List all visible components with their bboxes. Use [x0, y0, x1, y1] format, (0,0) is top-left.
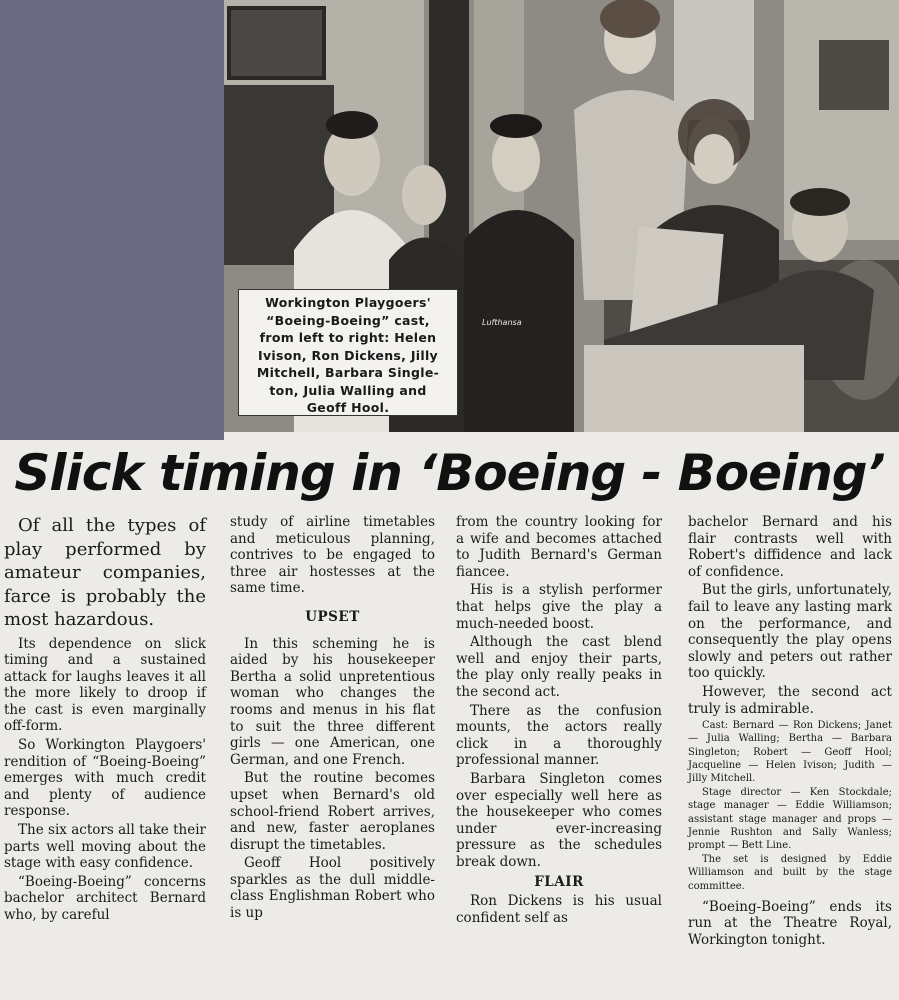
lufthansa-badge-text: Lufthansa — [482, 318, 522, 327]
paragraph: Its dependence on slick timing and a sustained attack for laughs leaves it all the more likely to droop if the cast is even marginally off-form. — [4, 635, 206, 735]
article-column-1 — [4, 514, 206, 926]
article-headline: Slick timing in ‘Boeing - Boeing’ — [14, 444, 885, 502]
photo-caption — [238, 289, 458, 416]
paragraph: There as the confusion mounts, the actors really click in a thoroughly professional manner. — [456, 702, 662, 769]
caption-line: Mitchell, Barbara Single- — [256, 365, 440, 380]
article-column-2 — [230, 514, 435, 924]
paragraph: Ron Dickens is his usual confident self as — [456, 893, 662, 926]
paragraph: But the girls, unfortunately, fail to leave any lasting mark on the performance, and consequently the play opens slowly and peters out rather too quickly. — [688, 582, 892, 682]
subheading-flair: FLAIR — [534, 874, 584, 891]
paragraph: study of airline timetables and meticulous planning, contrives to be engaged to three air hostesses at the same time. — [230, 514, 435, 597]
article-column-3 — [456, 514, 662, 928]
caption-line: “Boeing-Boeing” cast, — [266, 312, 430, 328]
paragraph: Barbara Singleton comes over especially well here as the housekeeper who comes under ever-increasing pressure as the schedules break down. — [456, 770, 662, 870]
paragraph: from the country looking for a wife and becomes attached to Judith Bernard's German fiancee. — [456, 514, 662, 580]
caption-line: Workington Playgoers' — [265, 295, 431, 310]
caption-line: Geoff Hool. — [306, 400, 390, 415]
paragraph: “Boeing-Boeing” concerns bachelor architect Bernard who, by careful — [4, 873, 206, 923]
caption-line: ton, Julia Walling and — [269, 382, 427, 398]
cast-credits — [688, 719, 892, 893]
lead-paragraph: Of all the types of play performed by amateur companies, farce is probably the most hazardous. — [4, 515, 206, 630]
paragraph: His is a stylish performer that helps give the play a much-needed boost. — [456, 582, 662, 632]
paragraph: So Workington Playgoers' rendition of “Boeing-Boeing” emerges with much credit and plenty of audience response. — [4, 737, 206, 820]
paragraph: Although the cast blend well and enjoy their parts, the play only really peaks in the second act. — [456, 634, 662, 700]
paragraph: However, the second act truly is admirable. — [688, 683, 892, 717]
paragraph: “Boeing-Boeing” ends its run at the Theatre Royal, Workington tonight. — [688, 898, 892, 948]
gray-margin-panel — [0, 0, 224, 440]
subheading-upset: UPSET — [305, 608, 360, 625]
crew-list: Stage director — Ken Stockdale; stage manager — Eddie Williamson; assistant stage manager and props — Jennie Rushton and Sally Wanless; prompt — Bett Line. — [688, 787, 892, 851]
paragraph: The six actors all take their parts well moving about the stage with easy confidence. — [4, 822, 206, 872]
caption-line: Ivison, Ron Dickens, Jilly — [258, 347, 438, 363]
set-credit: The set is designed by Eddie Williamson and built by the stage committee. — [688, 854, 892, 892]
paragraph: bachelor Bernard and his flair contrasts well with Robert's diffidence and lack of confidence. — [688, 514, 892, 580]
paragraph: Geoff Hool positively sparkles as the dull middle-class Englishman Robert who is up — [230, 855, 435, 922]
caption-line: from left to right: Helen — [259, 330, 437, 345]
paragraph: But the routine becomes upset when Bernard's old school-friend Robert arrives, and new, faster aeroplanes disrupt the timetables. — [230, 770, 435, 853]
cast-list: Cast: Bernard — Ron Dickens; Janet — Julia Walling; Bertha — Barbara Singleton; Robert — Geoff Hool; Jacqueline — Helen Ivison; Judith — Jilly Mitchell. — [688, 720, 892, 784]
paragraph: In this scheming he is aided by his housekeeper Bertha a solid unpretentious woman who changes the rooms and menus in his flat to suit the three different girls — one American, one German, and one French. — [230, 635, 435, 768]
article-column-4 — [688, 514, 892, 951]
